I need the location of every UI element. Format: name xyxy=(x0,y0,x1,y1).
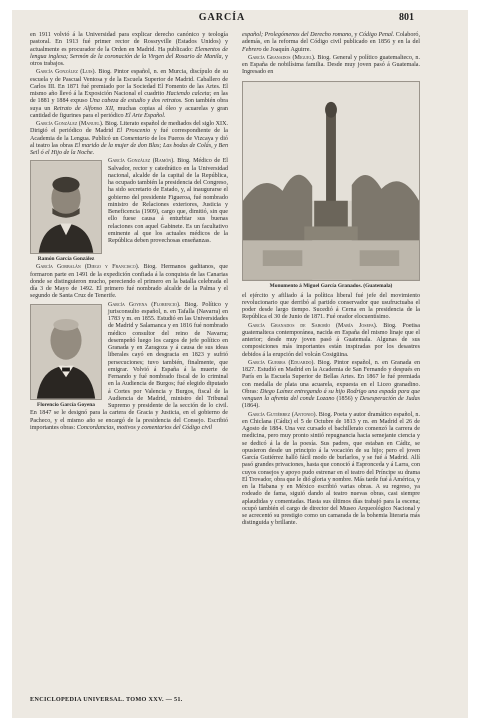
monument-caption: Monumento á Miguel García Granados. (Guatemala) xyxy=(269,282,393,289)
portrait-figure xyxy=(30,304,102,408)
portrait-illustration xyxy=(31,160,101,254)
portrait-caption: Florencio García Goyena xyxy=(37,401,95,408)
monument-illustration xyxy=(243,81,419,281)
entry-garcia-guerra: García Guerra (Eduardo). Biog. Pintor español, n. en Granada en 1827. Estudió en Madrid en la Academia de San Fernando y después en París en la Escuela Superior de Bellas Artes. En 1867 le fué premiada con medalla de plata una acuarela, expuesta en el Liceo granadino. Obras: Diego Laínez entregando á su hijo Rodrigo una espada para que venguen la afrenta del conde Lozano (1856) y Desesperación de Judas (1864). xyxy=(242,359,420,410)
right-column xyxy=(242,32,420,529)
entry-garcia-gonzalez-luis: García González (Luis). Biog. Pintor español, n. en Murcia, discípulo de su escuela y de Pascual Ventosa y de la Escuela Superior de Madrid. Caballero de Carlos III. En 1871 fué premiado por la Sociedad El Fomento de las Artes. El mismo año llevó á la Exposición Nacional el cuadrito Haciendo calceta; en las de 1881 y 1884 expuso Una cabeza de estudio y dos retratos. Son también obra suya un Retrato de Alfonso XII, muchas copias al óleo y acuarelas y gran cantidad de figurines para el periódico El Arte Español. xyxy=(30,69,229,119)
page-header xyxy=(30,12,414,26)
page-number: 801 xyxy=(399,12,414,23)
left-column xyxy=(30,32,228,433)
portrait-photo xyxy=(30,160,102,254)
entry-garcia-granados-miguel-cont: el ejército y afiliado á la política liberal fué jefe del movimiento revolucionario que derribó al partido conservador que usufructuaba el poder desde largo tiempo. Sucedió á Cerna en la presidencia de la República el 30 de Junio de 1871. Fué orador elocuentísimo. xyxy=(242,292,420,321)
entry-garcia-gorbalan: García Gorbalán (Diego y Francisco). Biog. Hermanos gaditanos, que formaron parte en 1491 de la expedición confiada á la conquista de las Canarias donde se distinguieron mucho, pereciendo el primero en la batalla celebrada el día 3 de Mayo de 1492. El primero fué nombrado alcalde de la Palma y el segundo de Santa Cruz de Tenerife. xyxy=(30,264,229,300)
portrait-caption: Ramón García González xyxy=(37,256,95,263)
entry-garcia-goyena: Florencio García Goyena García Goyena (Florencio). Biog. Político y jurisconsulto español, n. en Tafalla (Navarra) en 1783 y m. en 1855. Estudió en las Universidades de Madrid y Salamanca y en 1816 fué nombrado médico consultor del reino de Navarra; desempeñó luego los cargos de jefe político en Granada y en Zaragoza y á causa de sus ideas liberales cayó en desgracia en 1823 y sufrió persecuciones; tuvo también, finalmente, que emigrar. Volvió á España á la muerte de Fernando y fué nombrado fiscal de lo criminal en la Audiencia de Burgos; fué elegido diputado á Cortes por Valencia y Burgos, fiscal de la Audiencia de Madrid, ministro del Tribunal Supremo y presidente de la sección de lo civil. En 1847 se le designó para la cartera de Gracia y Justicia, en el gobierno de Pacheco, y el mismo año se encargó de la presidencia del Consejo. Escribió importantes obras: Concordancias, motivos y comentarios del Código civil xyxy=(30,301,229,431)
entry-garcia-granados-saborio: García Granados de Saborío (María Josefa). Biog. Poetisa guatemalteca contemporánea, nacida en España del mismo linaje que el anterior; desde muy joven pasó á Guatemala. Algunas de sus composiciones más importantes están inspiradas por los desastres debidos á la erupción del volcán Cosigüina. xyxy=(242,322,420,358)
entry-continuation: en 1911 volvió á la Universidad para explicar derecho canónico y teología pastoral. En 1913 fué primer rector de Rossryville (Estados Unidos) y actualmente es procurador de la Orden en Madrid. Ha publicado: Elementos de lengua inglesa; Sermón de la coronación de la Virgen del Rosario de Manila, y otros trabajos. xyxy=(30,32,228,67)
monument-figure xyxy=(242,81,420,289)
page-title: GARCÍA xyxy=(198,12,246,23)
page-footer: ENCICLOPEDIA UNIVERSAL. TOMO XXV. — 51. xyxy=(30,696,183,703)
entry-garcia-gonzalez-ramon: Ramón García González García González (Ramón). Biog. Médico de El Salvador, rector y catedrático en la Universidad nacional, alcalde de la capital de la República, ha ocupado también la presidencia del Congreso, ha sido secretario de Estado, y, al inaugurarse el gobierno del presidente Figueroa, fué nombrado ministro de Relaciones exteriores, Justicia y Beneficencia (1909), cargo que, dimitió, sin que ello fuese causa á enturbiar sus buenas relaciones con aquel Gabinete. Es un facultativo eminente al que los actuales médicos de la República deben provechosas enseñanzas. xyxy=(30,158,228,245)
portrait-illustration xyxy=(31,304,101,400)
monument-photo xyxy=(242,81,420,281)
entry-continuation: español; Prolegómenos del Derecho romano, y Código Penal. Colaboró, además, en la reforma del Código civil publicado en 1856 y en la del Febrero de Joaquín Aguirre. xyxy=(242,32,420,53)
entry-garcia-gutierrez: García Gutiérrez (Antonio). Biog. Poeta y autor dramático español, n. en Chiclana (Cádiz) el 5 de Octubre de 1813 y m. en Madrid el 26 de Agosto de 1884. Una vez cursado el bachillerato comenzó la carrera de medicina, pero muy pronto sintió repugnancia hacia semejante ciencia y se dedicó á la de la poesía. Sus padres, que estaban en Cádiz, se opusieron desde un principio á la vocación de su hijo; pero el joven García Gutiérrez halló fácil modo de burlarlos, y se fué á Madrid. Allí pasó grandes privaciones, hasta que conoció á Espronceda y á Larra, con cuyos consejos y apoyo pudo estrenar en el teatro del Príncipe su drama El Trovador, obra que le dió gloria y nombre. Más tarde fué á América, y en la Habana y en México escribió varias obras. A su regreso, ya rodeado de fama, siguió dando al teatro nuevas obras, casi siempre aplaudidas y comentadas. Hasta sus últimos días trabajó para la escena; ocupó también el cargo de director del Museo Arqueológico Nacional y se acrecentó su prestigio como un camarada de la bohemia literaria más distinguida y brillante. xyxy=(242,411,420,527)
portrait-figure xyxy=(30,160,102,262)
entry-garcia-gonzalez-manuel: García González (Manuel). Biog. Literato español de mediados del siglo XIX. Dirigió el periódico de Madrid El Proscenio y fué correspondiente de la Academia de la Lengua. Publicó un Comentario de los Fueros de Vizcaya y dió al teatro las obras El marido de la mujer de don Blas; Las bodas de Colás, y Ben Seil ó el Hijo de la Noche. xyxy=(30,121,228,156)
entry-garcia-granados-miguel: García Granados (Miguel). Biog. General y político guatemalteco, n. en España de nobilísima familia. Desde muy joven pasó á Guatemala. Ingresado en xyxy=(242,54,420,76)
portrait-photo xyxy=(30,304,102,400)
